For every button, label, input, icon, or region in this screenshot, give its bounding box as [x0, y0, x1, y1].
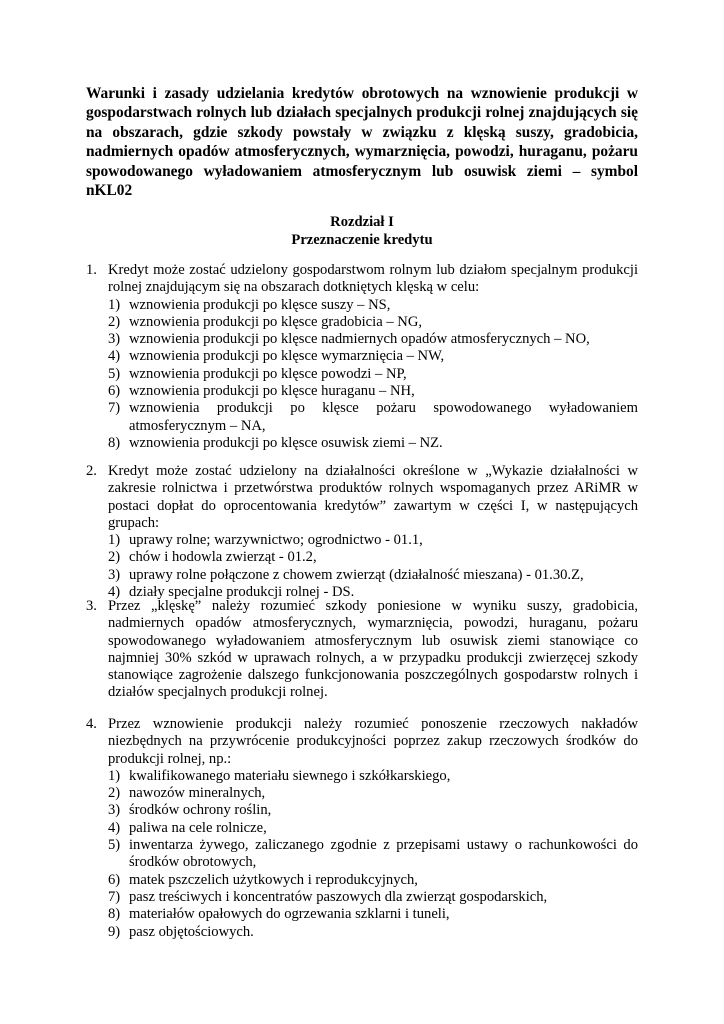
item-number: 4)	[108, 348, 121, 365]
list-item	[108, 889, 638, 906]
item-text: działy specjalne produkcji rolnej - DS.	[129, 584, 355, 601]
item-number: 2)	[108, 785, 121, 802]
item-text: uprawy rolne połączone z chowem zwierząt (działalność mieszana) - 01.30.Z,	[129, 566, 584, 583]
section-4	[86, 716, 638, 941]
list-item	[108, 383, 638, 400]
item-number: 2)	[108, 313, 121, 330]
item-text: materiałów opałowych do ogrzewania szklarni i tuneli,	[129, 906, 450, 923]
section-number: 3.	[86, 598, 97, 614]
item-text: środków ochrony roślin,	[129, 802, 272, 819]
section-2	[86, 463, 638, 601]
list-item	[108, 785, 638, 802]
list-item	[108, 314, 638, 331]
section-1	[86, 262, 638, 452]
item-text: matek pszczelich użytkowych i reprodukcyjnych,	[129, 871, 418, 888]
item-number: 5)	[108, 837, 121, 854]
section-items	[108, 532, 638, 601]
item-text: wznowienia produkcji po klęsce nadmiernych opadów atmosferycznych – NO,	[129, 331, 590, 348]
list-item	[108, 532, 638, 549]
list-item	[108, 331, 638, 348]
list-item	[108, 348, 638, 365]
item-text: inwentarza żywego, zaliczanego zgodnie z przepisami ustawy o rachunkowości do środków obrotowych,	[129, 837, 638, 871]
item-number: 7)	[108, 400, 121, 417]
item-text: wznowienia produkcji po klęsce suszy – NS,	[129, 296, 391, 313]
item-text: wznowienia produkcji po klęsce gradobicia – NG,	[129, 313, 423, 330]
list-item	[108, 768, 638, 785]
item-number: 1)	[108, 532, 121, 549]
section-items	[108, 768, 638, 941]
item-text: paliwa na cele rolnicze,	[129, 819, 267, 836]
item-text: wznowienia produkcji po klęsce powodzi – NP,	[129, 365, 407, 382]
section-number: 4.	[86, 716, 97, 732]
item-text: wznowienia produkcji po klęsce wymarznięcia – NW,	[129, 348, 445, 365]
section-text: Kredyt może zostać udzielony gospodarstwom rolnym lub działom specjalnym produkcji rolnej znajdującym się na obszarach dotkniętych klęską w celu:	[108, 262, 638, 296]
item-number: 4)	[108, 584, 121, 601]
list-item	[108, 400, 638, 435]
item-number: 9)	[108, 923, 121, 940]
chapter-heading: Rozdział I	[330, 214, 394, 230]
document-title: Warunki i zasady udzielania kredytów obrotowych na wznowienie produkcji w gospodarstwach rolnych lub działach specjalnych produkcji rolnej znajdujących się na obszarach, gdzie szkody powstały w związku z klęską suszy, gradobicia, nadmiernych opadów atmosferycznych, wymarznięcia, powodzi, huraganu, pożaru spowodowanego wyładowaniem atmosferycznym lub osuwisk ziemi – symbol nKL02	[86, 85, 638, 200]
item-text: wznowienia produkcji po klęsce osuwisk ziemi – NZ.	[129, 434, 443, 451]
list-item	[108, 906, 638, 923]
item-text: uprawy rolne; warzywnictwo; ogrodnictwo - 01.1,	[129, 532, 423, 549]
list-item	[108, 567, 638, 584]
section-text: Przez wznowienie produkcji należy rozumieć ponoszenie rzeczowych nakładów niezbędnych na przywrócenie produkcyjności poprzez zakup rzeczowych środków do produkcji rolnej, np.:	[108, 716, 638, 767]
list-item	[108, 872, 638, 889]
section-3	[86, 598, 638, 702]
section-number: 1.	[86, 262, 97, 278]
item-number: 5)	[108, 365, 121, 382]
section-text: Przez „klęskę” należy rozumieć szkody poniesione w wyniku suszy, gradobicia, nadmiernych opadów atmosferycznych, wymarznięcia, powodzi, huraganu, pożaru spowodowanego wyładowaniem atmosferycznym lub osuwisk ziemi stanowiące co najmniej 30% szkód w uprawach rolnych, a w przypadku produkcji zwierzęcej szkody stanowiące zagrożenie dalszego funkcjonowania poszczególnych gospodarstw rolnych i działów specjalnych produkcji rolnej.	[108, 598, 638, 701]
item-number: 1)	[108, 296, 121, 313]
item-number: 3)	[108, 566, 121, 583]
item-number: 3)	[108, 331, 121, 348]
list-item	[108, 837, 638, 872]
list-item	[108, 549, 638, 566]
item-number: 8)	[108, 434, 121, 451]
item-text: kwalifikowanego materiału siewnego i szkółkarskiego,	[129, 767, 451, 784]
item-text: wznowienia produkcji po klęsce huraganu – NH,	[129, 383, 415, 400]
item-text: nawozów mineralnych,	[129, 785, 266, 802]
list-item	[108, 924, 638, 941]
section-number: 2.	[86, 463, 97, 479]
list-item	[108, 297, 638, 314]
section-items	[108, 297, 638, 453]
item-number: 4)	[108, 819, 121, 836]
item-number: 7)	[108, 888, 121, 905]
item-number: 1)	[108, 767, 121, 784]
item-number: 3)	[108, 802, 121, 819]
section-text: Kredyt może zostać udzielony na działalności określone w „Wykazie działalności w zakresie rolnictwa i przetwórstwa produktów rolnych wspomaganych przez ARiMR w postaci dopłat do oprocentowania kredytów” zawartym w części I, w następujących grupach:	[108, 463, 638, 531]
item-number: 6)	[108, 871, 121, 888]
list-item	[108, 366, 638, 383]
item-text: chów i hodowla zwierząt - 01.2,	[129, 549, 317, 566]
item-number: 8)	[108, 906, 121, 923]
item-text: pasz objętościowych.	[129, 923, 254, 940]
list-item	[108, 435, 638, 452]
chapter-subheading: Przeznaczenie kredytu	[291, 232, 433, 248]
list-item	[108, 802, 638, 819]
item-number: 2)	[108, 549, 121, 566]
list-item	[108, 820, 638, 837]
item-text: wznowienia produkcji po klęsce pożaru spowodowanego wyładowaniem atmosferycznym – NA,	[129, 400, 638, 434]
item-number: 6)	[108, 383, 121, 400]
item-text: pasz treściwych i koncentratów paszowych dla zwierząt gospodarskich,	[129, 888, 548, 905]
